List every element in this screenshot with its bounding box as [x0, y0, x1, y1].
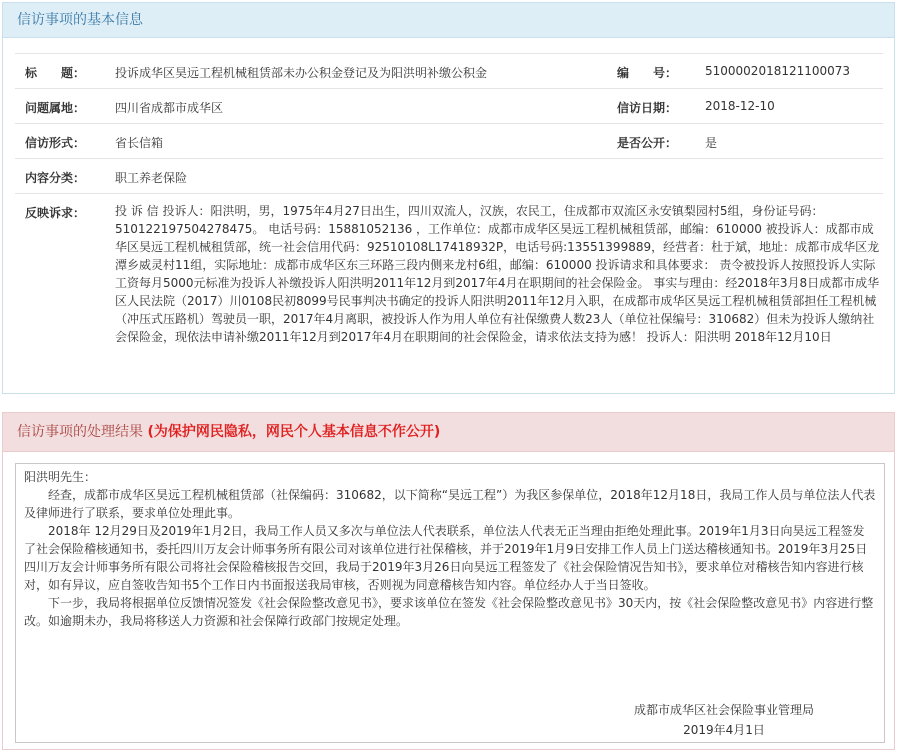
basic-info-panel — [2, 2, 895, 394]
result-text-box — [15, 463, 885, 743]
area-row — [15, 88, 883, 123]
title-row — [15, 53, 883, 88]
complaint-text: 投 诉 信 投诉人：阳洪明，男，1975年4月27日出生，四川双流人，汉族，农民工，住成都市双流区永安镇梨园村5组，身份证号码：510122197504278475。 电话号码：15881052136 ，工作单位：成都市成华区昊远工程机械租赁部，邮编：610000 被投诉人：成都市成华区昊远工程机械租赁部，统一社会信用代码：92510108L17418932P，电话号码:13551399889，经营者：杜于斌，地址：成都市成华区龙潭乡威灵村11组，实际地址：成都市成华区东三环路三段内侧来龙村6组，邮编：610000 投诉请求和具体要求： 责令被投诉人按照投诉人实际工资每月5000元标准为投诉人补缴投诉人阳洪明2011年12月到2017年4月在职期间的社会保险金。 事实与理由：经2018年3月8日成都市成华区人民法院（2017）川0108民初8099号民事判决书确定的投诉人阳洪明2011年12月入职，在成都市成华区昊远工程机械租赁部担任工程机械（冲压式压路机）驾驶员一职，2017年4月离职，被投诉人作为用人单位有社保缴费人数23人（单位社保编号：310682）但未为投诉人缴纳社会保险金，现依法申请补缴2011年12月到2017年4月在职期间的社会保险金，请求依法支持为感！ 投诉人：阳洪明 2018年12月10日 — [115, 204, 880, 344]
public-value: 是 — [705, 136, 718, 150]
category-value: 职工养老保险 — [115, 171, 188, 185]
result-header — [3, 413, 894, 452]
signature-block — [634, 700, 814, 740]
result-paragraph-3: 下一步，我局将根据单位反馈情况签发《社会保险整改意见书》，要求该单位在签发《社会保险整改意见书》30天内，按《社会保险整改意见书》内容进行整改。如逾期未办，我局将移送人力资源和社会保障行政部门按规定处理。 — [24, 596, 874, 628]
category-label: 内容分类： — [25, 171, 86, 185]
public-label: 是否公开： — [617, 136, 678, 150]
form-label: 信访形式： — [25, 136, 86, 150]
area-value: 四川省成都市成华区 — [115, 101, 224, 115]
privacy-note: (为保护网民隐私，网民个人基本信息不作公开) — [147, 424, 441, 440]
result-paragraph-2: 2018年 12月29日及2019年1月2日，我局工作人员又多次与单位法人代表联系，单位法人代表无正当理由拒绝处理此事。2019年1月3日向昊远工程签发了社会保险稽核通知书，委托四川万友会计师事务所有限公司对该单位进行社保稽核，并于2019年1月9日安排工作人员上门送达稽核通知书。2019年3月25日四川万友会计师事务所有限公司将社会保险稽核报告交回，我局于2019年3月26日向昊远工程签发了《社会保险情况告知书》，要求单位对稽核告知内容进行核对，如有异议，应自签收告知书5个工作日内书面报送我局审核，否则视为同意稽核告知内容。单位经办人于当日签收。 — [24, 524, 868, 592]
date-label: 信访日期： — [617, 101, 678, 115]
basic-info-table — [15, 53, 883, 358]
category-row — [15, 158, 883, 193]
greeting: 阳洪明先生： — [24, 470, 97, 484]
basic-info-header: 信访事项的基本信息 — [3, 3, 894, 38]
form-row — [15, 123, 883, 158]
title-label: 标 题： — [25, 66, 86, 80]
area-label: 问题属地： — [25, 101, 86, 115]
complaint-row — [15, 193, 883, 358]
number-value: 5100002018121100073 — [705, 64, 851, 78]
number-label: 编 号： — [617, 66, 678, 80]
sign-date: 2019年4月1日 — [683, 723, 765, 737]
form-value: 省长信箱 — [115, 136, 164, 150]
complaint-label: 反映诉求： — [25, 206, 86, 220]
result-header-title: 信访事项的处理结果 — [17, 424, 143, 440]
signer: 成都市成华区社会保险事业管理局 — [633, 703, 814, 717]
date-value: 2018-12-10 — [705, 99, 775, 113]
result-paragraph-1: 经查，成都市成华区昊远工程机械租赁部（社保编码：310682，以下简称“昊远工程”）为我区参保单位，2018年12月18日，我局工作人员与单位法人代表及律师进行了联系，要求单位处理此事。 — [24, 488, 876, 520]
title-value: 投诉成华区昊远工程机械租赁部未办公积金登记及为阳洪明补缴公积金 — [115, 66, 488, 80]
result-panel — [2, 412, 895, 750]
